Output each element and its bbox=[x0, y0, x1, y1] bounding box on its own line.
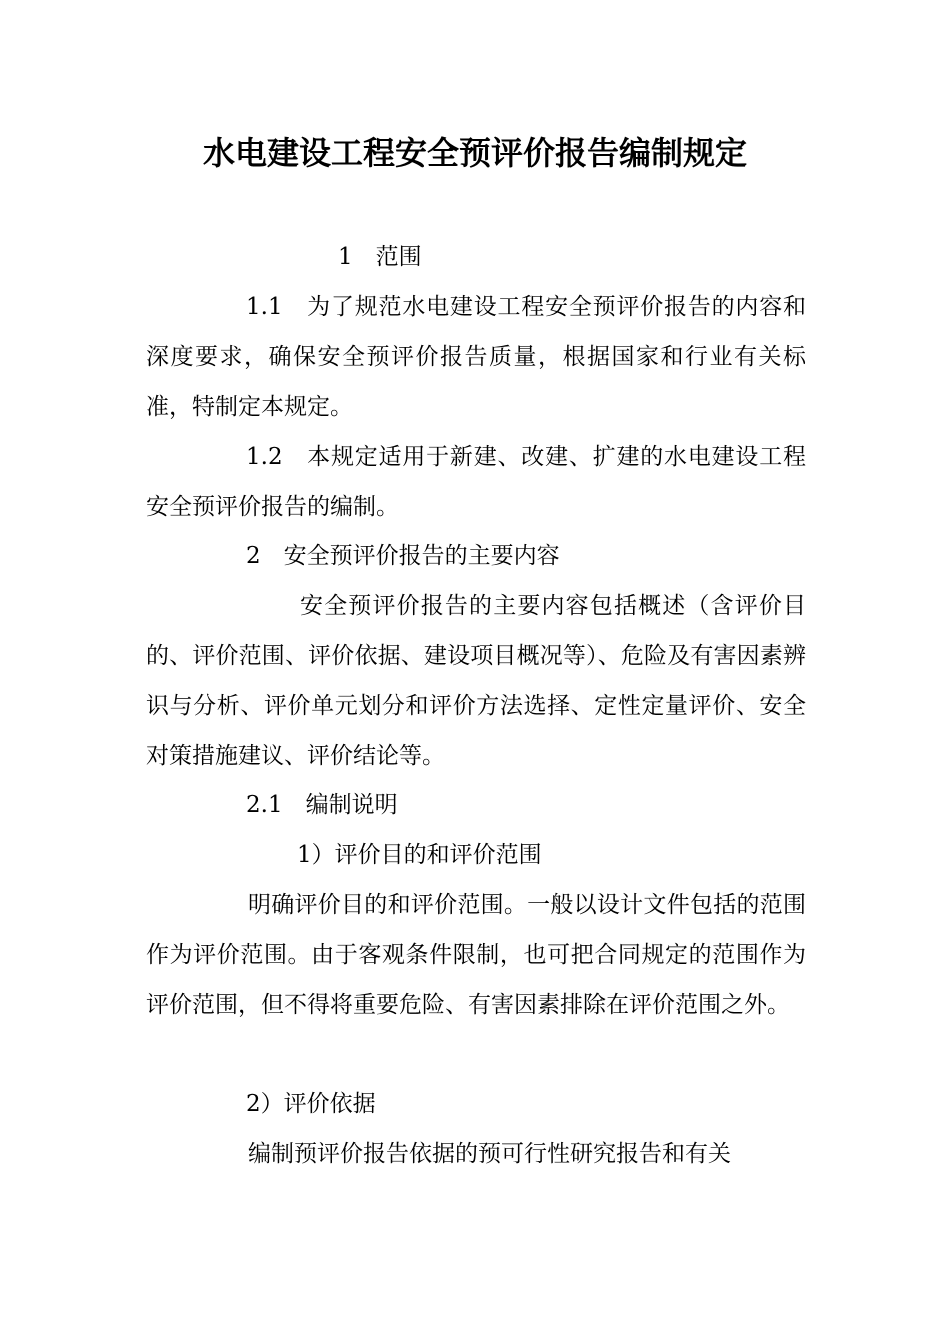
item-heading-1: 1）评价目的和评价范围 bbox=[297, 842, 542, 868]
section-heading-1: 1 范围 bbox=[338, 244, 422, 270]
document-title: 水电建设工程安全预评价报告编制规定 bbox=[202, 134, 747, 172]
section-heading-2-1: 2.1 编制说明 bbox=[246, 792, 398, 818]
item-heading-2: 2）评价依据 bbox=[246, 1091, 376, 1117]
paragraph-1-2: 1.2 本规定适用于新建、改建、扩建的水电建设工程安全预评价报告的编制。 bbox=[146, 444, 806, 520]
paragraph-item-1: 明确评价目的和评价范围。一般以设计文件包括的范围作为评价范围。由于客观条件限制，也可把合同规定的范围作为评价范围，但不得将重要危险、有害因素排除在评价范围之外。 bbox=[146, 892, 806, 1018]
section-heading-2: 2 安全预评价报告的主要内容 bbox=[246, 543, 560, 569]
paragraph-1-1: 1.1 为了规范水电建设工程安全预评价报告的内容和深度要求，确保安全预评价报告质量，根据国家和行业有关标准，特制定本规定。 bbox=[146, 294, 806, 420]
paragraph-2: 安全预评价报告的主要内容包括概述（含评价目的、评价范围、评价依据、建设项目概况等）、危险及有害因素辨识与分析、评价单元划分和评价方法选择、定性定量评价、安全对策措施建议、评价结论等。 bbox=[146, 593, 806, 769]
paragraph-item-2: 编制预评价报告依据的预可行性研究报告和有关 bbox=[248, 1141, 731, 1167]
